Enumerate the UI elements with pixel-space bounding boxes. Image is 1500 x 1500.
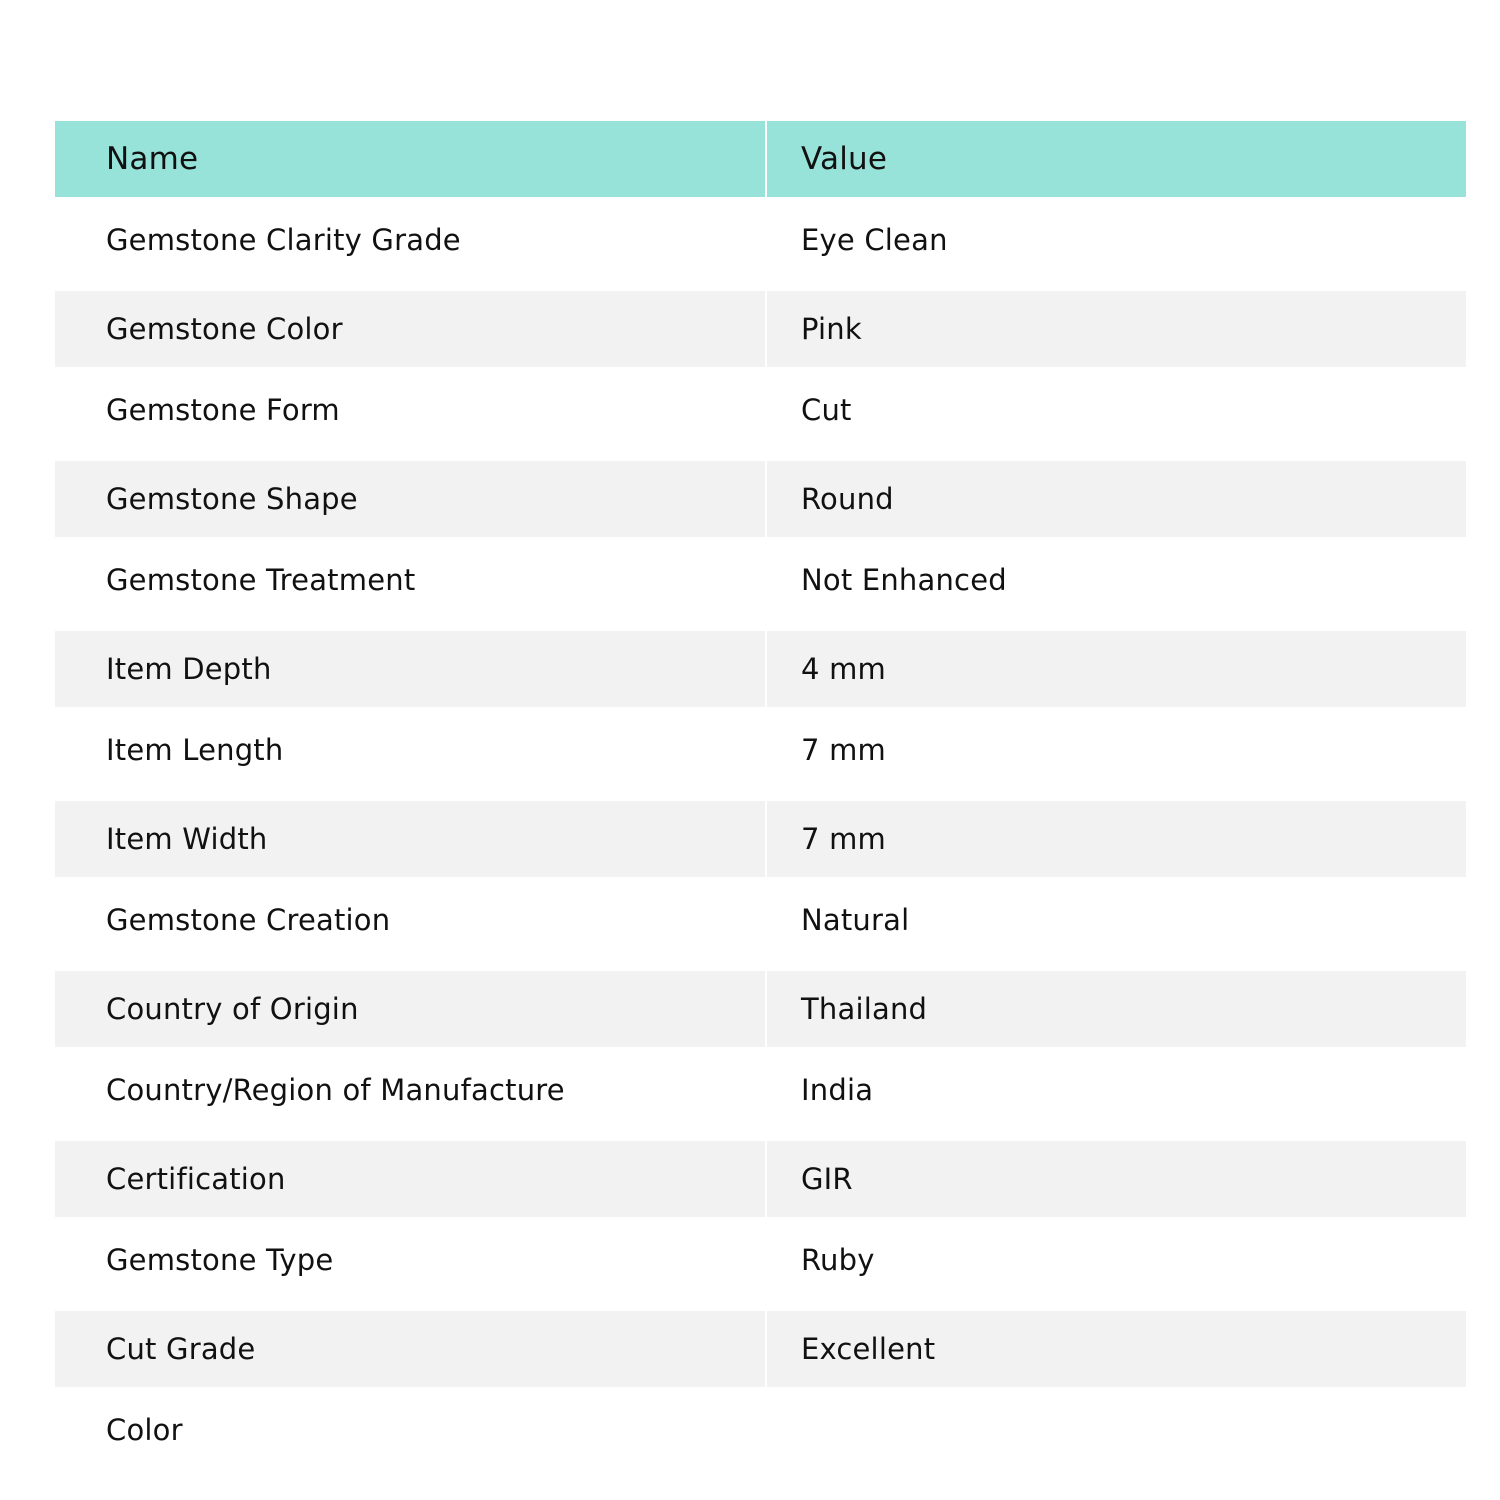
row-name-cell: Country/Region of Manufacture — [106, 1072, 565, 1107]
row-name-cell: Gemstone Color — [55, 291, 765, 367]
table-row — [55, 537, 1466, 622]
table-row — [55, 282, 1466, 367]
row-name-cell: Gemstone Shape — [55, 461, 765, 537]
row-value-cell: Not Enhanced — [801, 562, 1007, 597]
row-name-cell: Gemstone Treatment — [106, 562, 416, 597]
row-name-cell: Cut Grade — [55, 1311, 765, 1387]
header-name: Name — [55, 121, 765, 197]
row-name-cell: Gemstone Form — [106, 392, 340, 427]
table-row — [55, 197, 1466, 282]
table-row — [55, 707, 1466, 792]
row-value-cell: 4 mm — [767, 631, 1466, 707]
row-value-cell: GIR — [767, 1141, 1466, 1217]
row-name-cell: Gemstone Clarity Grade — [106, 222, 461, 257]
row-name-cell: Item Depth — [55, 631, 765, 707]
row-name-cell: Certification — [55, 1141, 765, 1217]
row-value-cell: Round — [767, 461, 1466, 537]
row-name-cell: Color — [106, 1412, 183, 1447]
table-row — [55, 1302, 1466, 1387]
table-row — [55, 1132, 1466, 1217]
row-value-cell: Ruby — [801, 1242, 875, 1277]
row-value-cell: Eye Clean — [801, 222, 948, 257]
table-row — [55, 1047, 1466, 1132]
row-name-cell: Gemstone Type — [106, 1242, 334, 1277]
table-row — [55, 1387, 1466, 1472]
row-value-cell: Pink — [767, 291, 1466, 367]
row-value-cell: India — [801, 1072, 874, 1107]
row-value-cell: Natural — [801, 902, 910, 937]
table-header-row — [55, 121, 1466, 197]
row-value-cell: Cut — [801, 392, 852, 427]
row-name-cell: Item Width — [55, 801, 765, 877]
row-value-cell: Thailand — [767, 971, 1466, 1047]
row-name-cell: Country of Origin — [55, 971, 765, 1047]
table-row — [55, 792, 1466, 877]
row-value-cell — [767, 1387, 1466, 1472]
spec-table — [55, 121, 1466, 1472]
table-row — [55, 622, 1466, 707]
header-value: Value — [767, 121, 1466, 197]
table-row — [55, 367, 1466, 452]
table-row — [55, 452, 1466, 537]
row-value-cell: 7 mm — [801, 732, 886, 767]
table-row — [55, 877, 1466, 962]
row-name-cell: Item Length — [106, 732, 284, 767]
table-row — [55, 962, 1466, 1047]
table-body — [55, 197, 1466, 1472]
row-value-cell: 7 mm — [767, 801, 1466, 877]
row-name-cell: Gemstone Creation — [106, 902, 391, 937]
table-row — [55, 1217, 1466, 1302]
row-value-cell: Excellent — [767, 1311, 1466, 1387]
